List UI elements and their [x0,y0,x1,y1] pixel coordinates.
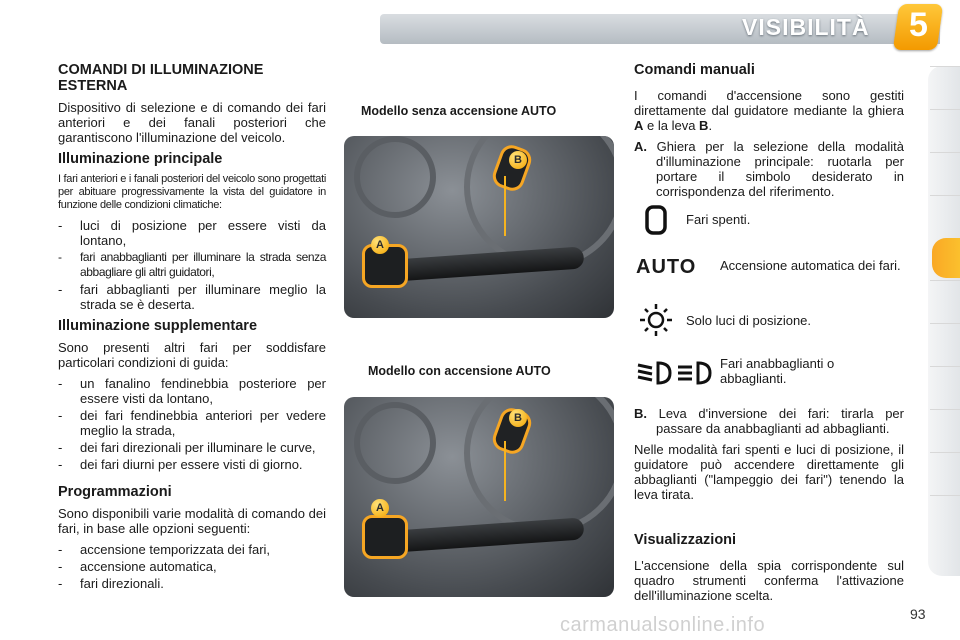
marker-a: A [371,499,389,517]
chapter-tab[interactable] [930,66,960,107]
symbol-row-auto [634,256,904,288]
right-column [634,62,904,205]
symbol-row-sidelight [634,302,904,338]
right-column-lower [634,406,904,609]
manual-controls-intro: I comandi d'accensione sono gestiti direttamente dal guidatore mediante la ghiera A e la leva B. [634,88,904,133]
vent-ring [354,402,436,484]
stalk-photo-without-auto [344,136,614,318]
list-item: - fari direzionali. [58,576,164,591]
chapter-tab[interactable] [930,366,960,407]
extra-lighting-list [58,376,326,472]
list-item: - un fanalino fendinebbia posteriore per essere visti da lontano, [58,376,326,406]
instrument-ring [464,397,614,534]
list-item: - dei fari direzionali per illuminare le curve, [58,440,316,455]
programming-text: Sono disponibili varie modalità di comando dei fari, in base alle opzioni seguenti: [58,506,326,536]
caption-without-auto: Modello senza accensione AUTO [361,104,557,118]
display-text: L'accensione della spia corrispondente sul quadro strumenti conferma l'attivazione dell'illuminazione scelta. [634,558,904,603]
main-lighting-heading: Illuminazione principale [58,151,223,167]
leader-line [504,441,506,501]
lever-b-description: B. Leva d'inversione dei fari: tirarla per passare da anabbaglianti ad abbaglianti. [634,406,904,436]
chapter-tabs [930,66,960,538]
list-item: - accensione automatica, [58,559,217,574]
marker-b: B [509,151,527,169]
auto-symbol-icon: AUTO [636,256,697,278]
intro-paragraph: Dispositivo di selezione e di comando dei fari anteriori e dei fanali posteriori che garantiscono l'illuminazione del veicolo. [58,100,326,145]
symbol-row-headlights [634,356,904,390]
instrument-ring [464,136,614,268]
chapter-tab[interactable] [930,495,960,536]
caption-with-auto: Modello con accensione AUTO [368,364,551,378]
left-column [58,62,326,597]
watermark: carmanualsonline.info [560,614,766,636]
page-header [0,0,960,52]
symbol-label: Accensione automatica dei fari. [720,258,901,273]
main-lighting-text: I fari anteriori e i fanali posteriori del veicolo sono progettati per abituare progressivamente la vista del guidatore in funzione delle condizioni climatiche: [58,173,326,211]
programming-list [58,542,326,591]
zero-symbol-icon [642,204,672,236]
list-item: - dei fari diurni per essere visti di giorno. [58,457,303,472]
marker-b: B [509,409,527,427]
chapter-tab[interactable] [930,152,960,193]
chapter-tab[interactable] [930,195,960,236]
symbol-label: Solo luci di posizione. [686,313,812,328]
list-item: - luci di posizione per essere visti da lontano, [58,218,326,248]
main-lighting-list [58,218,326,312]
ring-a-photo [362,515,408,559]
chapter-tab[interactable] [930,452,960,493]
marker-a: A [371,236,389,254]
chapter-tab[interactable] [930,280,960,321]
list-item: - fari anabbaglianti per illuminare la strada senza abbagliare gli altri guidatori, [58,250,326,279]
leader-line [504,176,506,236]
chapter-tab-active[interactable] [932,238,960,278]
list-item: - dei fari fendinebbia anteriori per vedere meglio la strada, [58,408,326,438]
ring-a-description: A. Ghiera per la selezione della modalità d'illuminazione principale: ruotarla per portare il simbolo desiderato in corrispondenza del riferimento. [634,139,904,199]
extra-lighting-heading: Illuminazione supplementare [58,318,258,334]
sidelight-symbol-icon [636,302,676,338]
page-number: 93 [910,606,926,622]
section-title: COMANDI DI ILLUMINAZIONE ESTERNA [58,62,264,94]
flash-note: Nelle modalità fari spenti e luci di posizione, il guidatore può accendere direttamente gli abbaglianti ("lampeggio dei fari") tenendo la leva tirata. [634,442,904,502]
stalk-photo-with-auto [344,397,614,597]
symbol-label: Fari spenti. [686,212,751,227]
headlight-symbols-icon [634,358,714,388]
chapter-tab[interactable] [930,323,960,364]
chapter-title: VISIBILITÀ [742,14,870,40]
chapter-tab[interactable] [930,409,960,450]
symbol-row-off [634,204,904,236]
manual-controls-heading: Comandi manuali [634,62,755,78]
extra-lighting-text: Sono presenti altri fari per soddisfare particolari condizioni di guida: [58,340,326,370]
programming-heading: Programmazioni [58,484,172,500]
chapter-number: 5 [909,6,928,44]
list-item: - fari abbaglianti per illuminare meglio la strada se è deserta. [58,282,326,312]
list-item: - accensione temporizzata dei fari, [58,542,271,557]
symbol-label: Fari anabbaglianti o abbaglianti. [720,356,835,386]
chapter-tab[interactable] [930,109,960,150]
vent-ring [354,136,436,218]
display-heading: Visualizzazioni [634,532,737,548]
